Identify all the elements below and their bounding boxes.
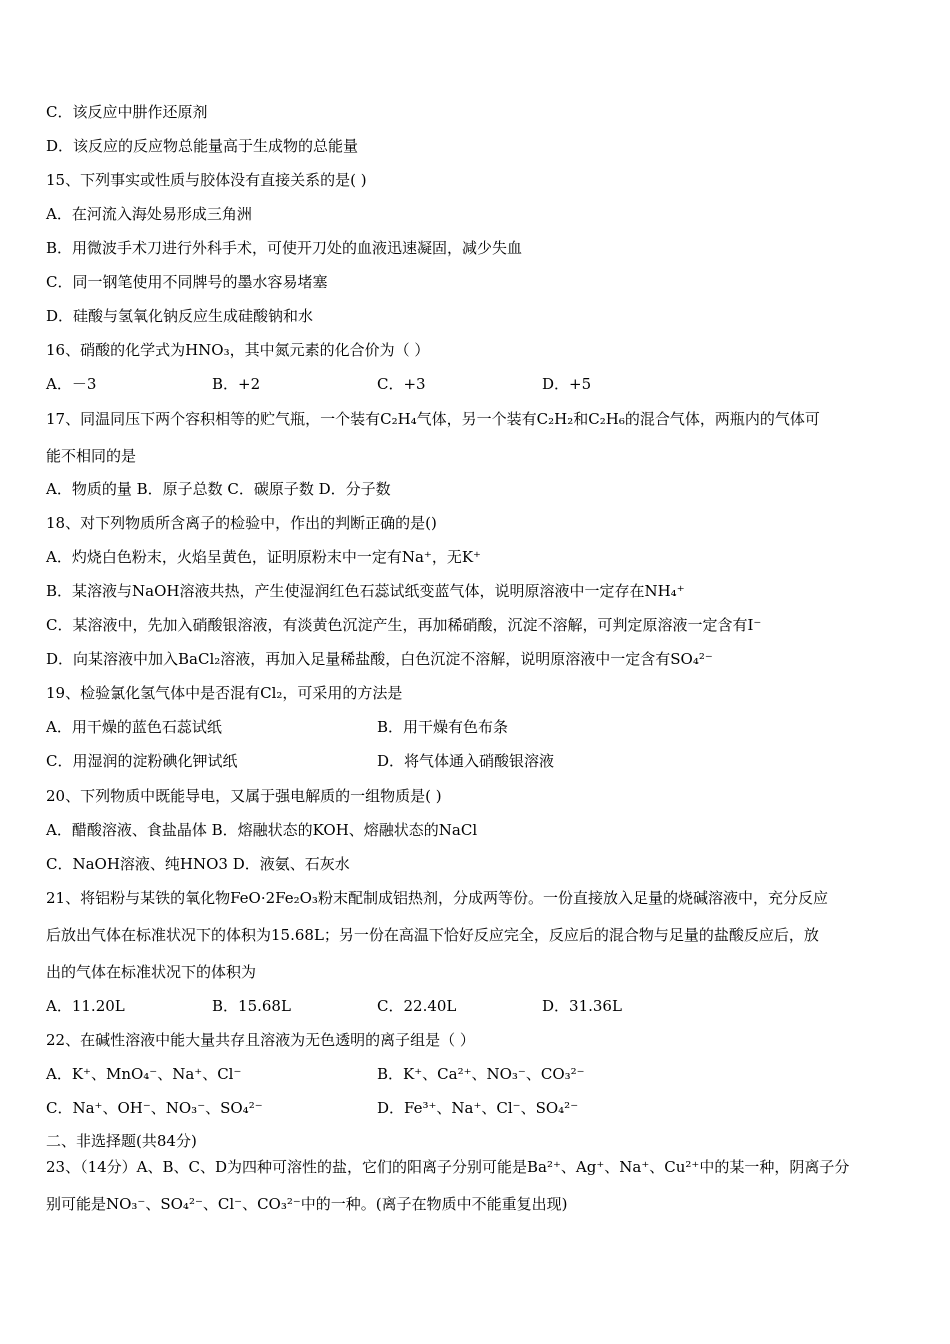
q19-options-row2 xyxy=(46,750,906,772)
q14-option-d: D．该反应的反应物总能量高于生成物的总能量 xyxy=(46,137,359,155)
q20-stem: 20、下列物质中既能导电，又属于强电解质的一组物质是( ) xyxy=(46,787,442,805)
q23-stem-line2: 别可能是NO₃⁻、SO₄²⁻、Cl⁻、CO₃²⁻中的一种。(离子在物质中不能重复出现) xyxy=(46,1195,568,1213)
q15-option-d: D．硅酸与氢氧化钠反应生成硅酸钠和水 xyxy=(46,307,314,325)
q19-options-row1 xyxy=(46,716,906,738)
q20-options-row1: A．醋酸溶液、食盐晶体 B．熔融状态的KOH、熔融状态的NaCl xyxy=(46,821,478,839)
q15-option-c: C．同一钢笔使用不同牌号的墨水容易堵塞 xyxy=(46,273,328,291)
section-heading: 二、非选择题(共84分) xyxy=(46,1132,197,1150)
q22-option-a: A．K⁺、MnO₄⁻、Na⁺、Cl⁻ xyxy=(46,1065,242,1083)
q20-options-row2: C．NaOH溶液、纯HNO3 D．液氨、石灰水 xyxy=(46,855,350,873)
q22-stem: 22、在碱性溶液中能大量共存且溶液为无色透明的离子组是（ ） xyxy=(46,1031,475,1049)
q17-options: A．物质的量 B．原子总数 C．碳原子数 D．分子数 xyxy=(46,480,391,498)
q16-option-c: C．+3 xyxy=(377,375,426,393)
q18-option-c: C．某溶液中，先加入硝酸银溶液，有淡黄色沉淀产生，再加稀硝酸，沉淀不溶解，可判定原溶液一定含有I⁻ xyxy=(46,616,762,634)
q22-option-d: D．Fe³⁺、Na⁺、Cl⁻、SO₄²⁻ xyxy=(377,1099,579,1117)
q16-option-a: A．－3 xyxy=(46,375,97,393)
q14-option-c: C．该反应中肼作还原剂 xyxy=(46,103,208,121)
q22-options-row2 xyxy=(46,1097,906,1119)
q16-option-b: B．+2 xyxy=(212,375,261,393)
q21-option-d: D．31.36L xyxy=(542,997,622,1015)
q22-option-b: B．K⁺、Ca²⁺、NO₃⁻、CO₃²⁻ xyxy=(377,1065,585,1083)
q22-options-row1 xyxy=(46,1063,906,1085)
q21-option-c: C．22.40L xyxy=(377,997,457,1015)
q21-option-a: A．11.20L xyxy=(46,997,125,1015)
q19-option-a: A．用干燥的蓝色石蕊试纸 xyxy=(46,718,222,736)
q23-stem-line1: 23、（14分）A、B、C、D为四种可溶性的盐，它们的阳离子分别可能是Ba²⁺、Ag⁺、Na⁺、Cu²⁺中的某一种，阴离子分 xyxy=(46,1158,850,1176)
q16-options xyxy=(46,373,906,395)
q19-option-d: D．将气体通入硝酸银溶液 xyxy=(377,752,555,770)
q19-option-c: C．用湿润的淀粉碘化钾试纸 xyxy=(46,752,238,770)
q21-stem-line1: 21、将铝粉与某铁的氧化物FeO·2Fe₂O₃粉末配制成铝热剂，分成两等份。一份直接放入足量的烧碱溶液中，充分反应 xyxy=(46,889,828,907)
q16-option-d: D．+5 xyxy=(542,375,592,393)
q18-option-a: A．灼烧白色粉末，火焰呈黄色，证明原粉末中一定有Na⁺，无K⁺ xyxy=(46,548,481,566)
q18-option-d: D．向某溶液中加入BaCl₂溶液，再加入足量稀盐酸，白色沉淀不溶解，说明原溶液中一定含有SO₄²⁻ xyxy=(46,650,713,668)
q17-stem-line2: 能不相同的是 xyxy=(46,447,137,465)
q19-option-b: B．用干燥有色布条 xyxy=(377,718,509,736)
q21-stem-line2: 后放出气体在标准状况下的体积为15.68L；另一份在高温下恰好反应完全，反应后的混合物与足量的盐酸反应后，放 xyxy=(46,926,819,944)
q21-stem-line3: 出的气体在标准状况下的体积为 xyxy=(46,963,257,981)
q21-options xyxy=(46,995,906,1017)
q15-option-a: A．在河流入海处易形成三角洲 xyxy=(46,205,252,223)
q19-stem: 19、检验氯化氢气体中是否混有Cl₂，可采用的方法是 xyxy=(46,684,403,702)
q17-stem-line1: 17、同温同压下两个容积相等的贮气瓶，一个装有C₂H₄气体，另一个装有C₂H₂和C₂H₆的混合气体，两瓶内的气体可 xyxy=(46,410,820,428)
q18-option-b: B．某溶液与NaOH溶液共热，产生使湿润红色石蕊试纸变蓝气体，说明原溶液中一定存在NH₄⁺ xyxy=(46,582,685,600)
q21-option-b: B．15.68L xyxy=(212,997,291,1015)
q18-stem: 18、对下列物质所含离子的检验中，作出的判断正确的是() xyxy=(46,514,437,532)
q15-option-b: B．用微波手术刀进行外科手术，可使开刀处的血液迅速凝固，减少失血 xyxy=(46,239,523,257)
q22-option-c: C．Na⁺、OH⁻、NO₃⁻、SO₄²⁻ xyxy=(46,1099,263,1117)
q15-stem: 15、下列事实或性质与胶体没有直接关系的是( ) xyxy=(46,171,367,189)
q16-stem: 16、硝酸的化学式为HNO₃，其中氮元素的化合价为（ ） xyxy=(46,341,430,359)
